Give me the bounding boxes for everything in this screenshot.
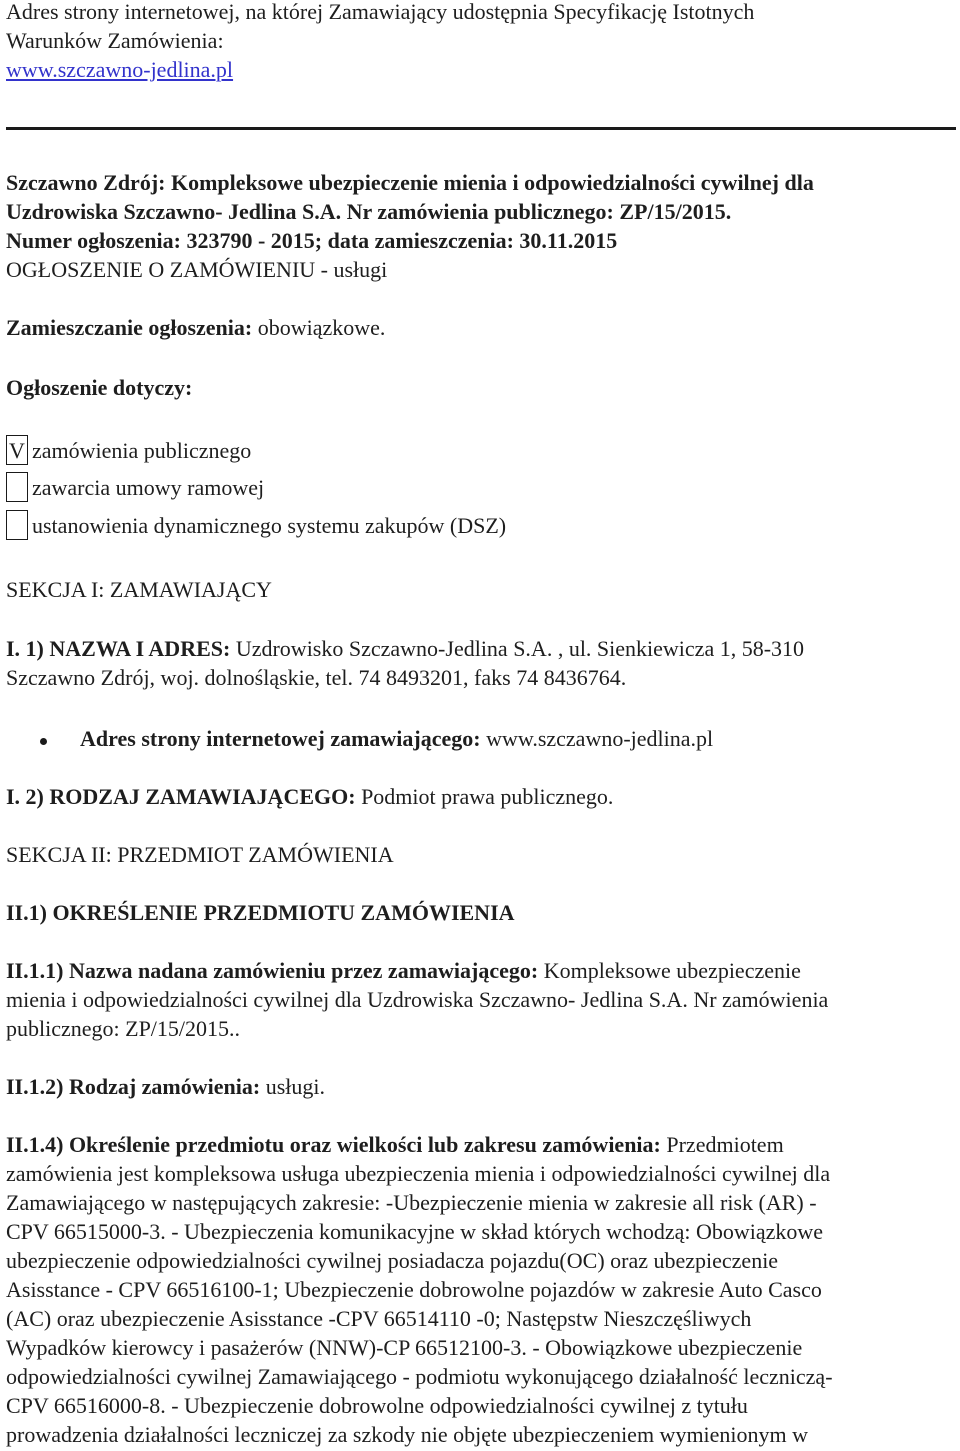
horizontal-rule: [6, 127, 956, 130]
checkbox-row-framework: [6, 471, 264, 503]
website-label: Adres strony internetowej zamawiającego:: [80, 726, 481, 751]
checkbox-row-public-order: [6, 434, 251, 466]
order-scope-line: ubezpieczenie odpowiedzialności cywilnej posiadacza pojazdu(OC) oraz ubezpieczenie: [6, 1248, 779, 1273]
order-name-block: [6, 956, 954, 1043]
checkbox-label: ustanowienia dynamicznego systemu zakupów (DSZ): [32, 512, 507, 538]
order-scope-line: CPV 66516000-8. - Ubezpieczenie dobrowolne odpowiedzialności cywilnej z tytułu: [6, 1393, 748, 1418]
title-line-2: Uzdrowiska Szczawno- Jedlina S.A. Nr zamówienia publicznego: ZP/15/2015.: [6, 199, 732, 224]
siwz-url-link[interactable]: www.szczawno-jedlina.pl: [6, 57, 234, 82]
order-scope-value: Przedmiotem: [666, 1132, 784, 1157]
section-2-subheading: II.1) OKREŚLENIE PRZEDMIOTU ZAMÓWIENIA: [6, 900, 515, 925]
notice-type: OGŁOSZENIE O ZAMÓWIENIU - usługi: [6, 257, 388, 282]
contracting-type-row: [6, 782, 954, 811]
website-value[interactable]: www.szczawno-jedlina.pl: [486, 726, 714, 751]
order-scope-line: Wypadków kierowcy i pasażerów (NNW)-CP 66512100-3. - Obowiązkowe ubezpieczenie: [6, 1335, 803, 1360]
title-line-3: Numer ogłoszenia: 323790 - 2015; data zamieszczenia: 30.11.2015: [6, 228, 618, 253]
order-scope-line: zamówienia jest kompleksowa usługa ubezpieczenia mienia i odpowiedzialności cywilnej dla: [6, 1161, 831, 1186]
checkbox-label: zawarcia umowy ramowej: [32, 474, 265, 500]
order-name-value-3: publicznego: ZP/15/2015..: [6, 1016, 241, 1041]
header-line-2: Warunków Zamówienia:: [6, 28, 224, 53]
order-scope-line: Asisstance - CPV 66516100-1; Ubezpieczenie dobrowolne pojazdów w zakresie Auto Casco: [6, 1277, 822, 1302]
concerns-label: Ogłoszenie dotyczy:: [6, 375, 193, 400]
siwz-address-text: [6, 0, 954, 84]
order-scope-block: [6, 1130, 954, 1449]
placement-label: Zamieszczanie ogłoszenia:: [6, 315, 253, 340]
checkbox-dsz[interactable]: [6, 510, 28, 540]
name-address-label: I. 1) NAZWA I ADRES:: [6, 636, 231, 661]
section-1-address: [6, 634, 954, 692]
order-scope-line: odpowiedzialności cywilnej Zamawiającego - podmiotu wykonującego działalność leczniczą-: [6, 1364, 833, 1389]
checkbox-framework[interactable]: [6, 472, 28, 502]
order-name-value: Kompleksowe ubezpieczenie: [543, 958, 801, 983]
order-kind-label: II.1.2) Rodzaj zamówienia:: [6, 1074, 261, 1099]
checkbox-label: zamówienia publicznego: [32, 437, 252, 463]
placement-row: [6, 313, 954, 342]
contracting-type-label: I. 2) RODZAJ ZAMAWIAJĄCEGO:: [6, 784, 356, 809]
section-2-heading: SEKCJA II: PRZEDMIOT ZAMÓWIENIA: [6, 842, 394, 867]
order-kind-value: usługi.: [265, 1074, 325, 1099]
name-address-value-2: Szczawno Zdrój, woj. dolnośląskie, tel. 74 8493201, faks 74 8436764.: [6, 665, 627, 690]
bullet-icon: [40, 738, 47, 745]
order-name-label: II.1.1) Nazwa nadana zamówieniu przez zamawiającego:: [6, 958, 539, 983]
order-scope-line: Zamawiającego w następujących zakresie: -Ubezpieczenie mienia w zakresie all risk (AR) -: [6, 1190, 817, 1215]
title-line-1: Szczawno Zdrój: Kompleksowe ubezpieczenie mienia i odpowiedzialności cywilnej dla: [6, 170, 814, 195]
header-line-1: Adres strony internetowej, na której Zamawiający udostępnia Specyfikację Istotnych: [6, 0, 755, 24]
website-row: [80, 724, 954, 753]
placement-value: obowiązkowe.: [257, 315, 386, 340]
order-scope-line: (AC) oraz ubezpieczenie Asisstance -CPV 66514110 -0; Następstw Nieszczęśliwych: [6, 1306, 752, 1331]
order-name-value-2: mienia i odpowiedzialności cywilnej dla Uzdrowiska Szczawno- Jedlina S.A. Nr zamówienia: [6, 987, 829, 1012]
contracting-type-value: Podmiot prawa publicznego.: [361, 784, 614, 809]
order-scope-line: prowadzenia działalności leczniczej za szkody nie objęte ubezpieczeniem wymienionym w: [6, 1422, 809, 1447]
section-1-heading: SEKCJA I: ZAMAWIAJĄCY: [6, 577, 272, 602]
order-kind-row: [6, 1072, 954, 1101]
notice-title: [6, 168, 954, 255]
order-scope-label: II.1.4) Określenie przedmiotu oraz wielkości lub zakresu zamówienia:: [6, 1132, 661, 1157]
checkbox-row-dsz: [6, 509, 506, 541]
checkbox-public-order[interactable]: V: [6, 435, 28, 465]
name-address-value: Uzdrowisko Szczawno-Jedlina S.A. , ul. Sienkiewicza 1, 58-310: [235, 636, 805, 661]
order-scope-line: CPV 66515000-3. - Ubezpieczenia komunikacyjne w skład których wchodzą: Obowiązkowe: [6, 1219, 824, 1244]
